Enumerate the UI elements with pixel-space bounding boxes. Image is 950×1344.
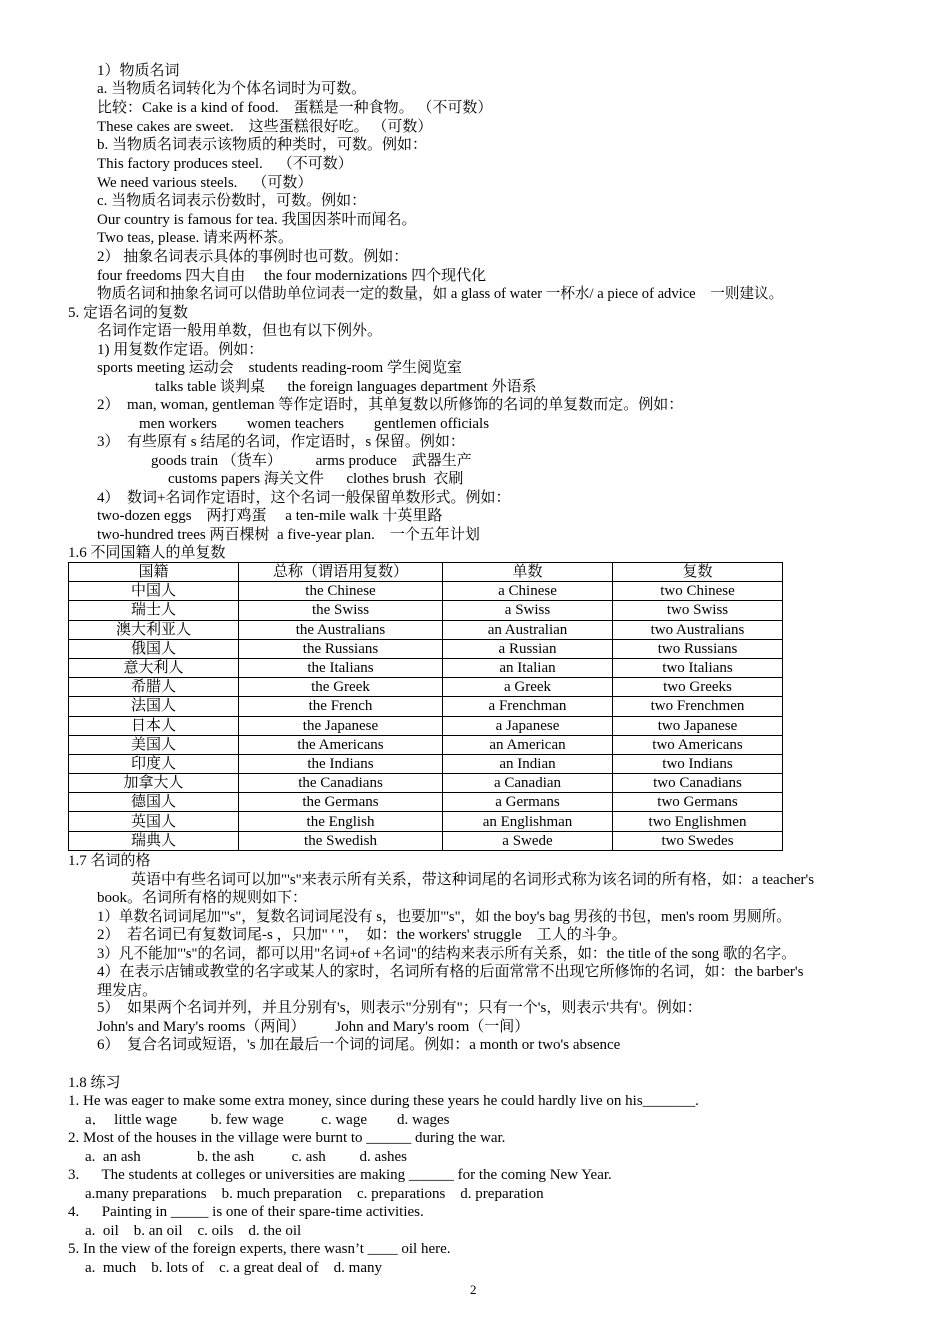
text-line: book。名词所有格的规则如下： <box>97 890 308 906</box>
table-cell: 印度人 <box>69 754 239 773</box>
text-line: b. 当物质名词表示该物质的种类时，可数。例如： <box>97 137 428 153</box>
text-line: men workers women teachers gentlemen officials <box>139 416 490 432</box>
table-row <box>69 639 783 658</box>
table-cell: 俄国人 <box>69 639 239 658</box>
table-cell: 英国人 <box>69 812 239 831</box>
column-header: 总称（谓语用复数） <box>239 563 443 582</box>
table-cell: 意大利人 <box>69 658 239 677</box>
table-cell: the Swiss <box>239 601 443 620</box>
table-cell: a Greek <box>443 678 613 697</box>
question-text: 4. Painting in _____ is one of their spare-time activities. <box>68 1204 424 1220</box>
table-cell: a Japanese <box>443 716 613 735</box>
table-row <box>69 716 783 735</box>
text-line: Two teas, please. 请来两杯茶。 <box>97 230 293 246</box>
table-cell: an Italian <box>443 658 613 677</box>
table-header-row <box>69 563 783 582</box>
text-line: 5） 如果两个名词并列，并且分别有's，则表示"分别有"；只有一个's，则表示'共有'。例如： <box>97 1000 702 1016</box>
table-cell: two Japanese <box>613 716 783 735</box>
table-cell: two Greeks <box>613 678 783 697</box>
table-cell: a Germans <box>443 793 613 812</box>
table-cell: two Swedes <box>613 831 783 850</box>
text-line: 理发店。 <box>97 983 158 999</box>
table-cell: 希腊人 <box>69 678 239 697</box>
answer-options: a. oil b. an oil c. oils d. the oil <box>85 1223 302 1239</box>
question-text: 2. Most of the houses in the village were burnt to ______ during the war. <box>68 1130 506 1146</box>
table-cell: 加拿大人 <box>69 774 239 793</box>
table-row <box>69 793 783 812</box>
text-line: 4）在表示店铺或教堂的名字或某人的家时，名词所有格的后面常常不出现它所修饰的名词，如：the barber's <box>97 964 804 980</box>
text-line: These cakes are sweet. 这些蛋糕很好吃。 （可数） <box>97 119 433 135</box>
table-cell: the Americans <box>239 735 443 754</box>
table-cell: two Australians <box>613 620 783 639</box>
table-cell: an Indian <box>443 754 613 773</box>
table-cell: two Englishmen <box>613 812 783 831</box>
table-cell: a Canadian <box>443 774 613 793</box>
table-cell: two Canadians <box>613 774 783 793</box>
table-row <box>69 582 783 601</box>
question-text: 3. The students at colleges or universities are making ______ for the coming New Year. <box>68 1167 612 1183</box>
table-cell: 瑞士人 <box>69 601 239 620</box>
table-cell: 美国人 <box>69 735 239 754</box>
text-line: 比较：Cake is a kind of food. 蛋糕是一种食物。 （不可数） <box>97 100 493 116</box>
table-row <box>69 678 783 697</box>
table-cell: the Japanese <box>239 716 443 735</box>
table-cell: an Englishman <box>443 812 613 831</box>
table-cell: 法国人 <box>69 697 239 716</box>
table-cell: the Italians <box>239 658 443 677</box>
table-cell: the Chinese <box>239 582 443 601</box>
text-line: 3） 有些原有 s 结尾的名词，作定语时，s 保留。例如： <box>97 434 465 450</box>
table-cell: a Chinese <box>443 582 613 601</box>
text-line: 1）单数名词词尾加"'s"，复数名词词尾没有 s，也要加"'s"，如 the boy's bag 男孩的书包，men's room 男厕所。 <box>97 909 791 925</box>
text-line: 6） 复合名词或短语，'s 加在最后一个词的词尾。例如：a month or two's absence <box>97 1037 621 1053</box>
table-cell: a Russian <box>443 639 613 658</box>
page-number: 2 <box>470 1282 477 1297</box>
table-cell: 德国人 <box>69 793 239 812</box>
text-line: two-dozen eggs 两打鸡蛋 a ten-mile walk 十英里路 <box>97 508 443 524</box>
text-line: 2） 若名词已有复数词尾-s ，只加" ' "， 如：the workers' struggle 工人的斗争。 <box>97 927 627 943</box>
table-row <box>69 620 783 639</box>
text-line: This factory produces steel. （不可数） <box>97 156 353 172</box>
text-line: Our country is famous for tea. 我国因茶叶而闻名。 <box>97 212 417 228</box>
text-line: 英语中有些名词可以加"'s"来表示所有关系，带这种词尾的名词形式称为该名词的所有格，如：a teacher's <box>131 872 815 888</box>
text-line: 1）物质名词 <box>97 63 180 79</box>
nationality-table <box>68 562 783 851</box>
table-cell: the English <box>239 812 443 831</box>
text-line: John's and Mary's rooms（两间） John and Mary's room（一间） <box>97 1019 530 1035</box>
table-cell: a Swiss <box>443 601 613 620</box>
table-row <box>69 658 783 677</box>
text-line: 4） 数词+名词作定语时，这个名词一般保留单数形式。例如： <box>97 490 511 506</box>
section-heading: 1.8 练习 <box>68 1075 121 1091</box>
column-header: 复数 <box>613 563 783 582</box>
table-cell: the Canadians <box>239 774 443 793</box>
table-cell: an Australian <box>443 620 613 639</box>
text-line: 3）凡不能加"'s"的名词，都可以用"名词+of +名词"的结构来表示所有关系，如：the title of the song 歌的名字。 <box>97 946 796 962</box>
table-cell: two Russians <box>613 639 783 658</box>
table-cell: 瑞典人 <box>69 831 239 850</box>
table-cell: 澳大利亚人 <box>69 620 239 639</box>
table-cell: the Indians <box>239 754 443 773</box>
column-header: 单数 <box>443 563 613 582</box>
table-cell: the Germans <box>239 793 443 812</box>
table-cell: the Greek <box>239 678 443 697</box>
text-line: c. 当物质名词表示份数时，可数。例如： <box>97 193 367 209</box>
text-line: two-hundred trees 两百棵树 a five-year plan. 一个五年计划 <box>97 527 480 543</box>
table-cell: two Swiss <box>613 601 783 620</box>
text-line: 名词作定语一般用单数，但也有以下例外。 <box>97 323 383 339</box>
text-line: talks table 谈判桌 the foreign languages department 外语系 <box>155 379 537 395</box>
table-row <box>69 697 783 716</box>
column-header: 国籍 <box>69 563 239 582</box>
text-line: customs papers 海关文件 clothes brush 衣刷 <box>168 471 464 487</box>
table-cell: two Frenchmen <box>613 697 783 716</box>
text-line: a. 当物质名词转化为个体名词时为可数。 <box>97 81 367 97</box>
text-line: goods train （货车） arms produce 武器生产 <box>151 453 472 469</box>
text-line: 2） man, woman, gentleman 等作定语时，其单复数以所修饰的名词的单复数而定。例如： <box>97 397 684 413</box>
answer-options: a. an ash b. the ash c. ash d. ashes <box>85 1149 408 1165</box>
table-cell: a Swede <box>443 831 613 850</box>
table-cell: the Russians <box>239 639 443 658</box>
table-cell: the French <box>239 697 443 716</box>
text-line: sports meeting 运动会 students reading-room 学生阅览室 <box>97 360 462 376</box>
table-row <box>69 754 783 773</box>
table-cell: two Germans <box>613 793 783 812</box>
answer-options: a． little wage b. few wage c. wage d. wages <box>85 1112 450 1128</box>
section-heading: 1.6 不同国籍人的单复数 <box>68 545 226 561</box>
text-line: four freedoms 四大自由 the four modernizations 四个现代化 <box>97 268 487 284</box>
answer-options: a.many preparations b. much preparation c. preparations d. preparation <box>85 1186 544 1202</box>
table-cell: two Indians <box>613 754 783 773</box>
table-cell: the Swedish <box>239 831 443 850</box>
table-cell: 中国人 <box>69 582 239 601</box>
text-line: 1) 用复数作定语。例如： <box>97 342 264 358</box>
question-text: 1. He was eager to make some extra money, since during these years he could hardly live on his_______. <box>68 1093 699 1109</box>
table-row <box>69 601 783 620</box>
text-line: We need various steels. （可数） <box>97 175 313 191</box>
table-cell: the Australians <box>239 620 443 639</box>
table-row <box>69 812 783 831</box>
text-line: 物质名词和抽象名词可以借助单位词表一定的数量，如 a glass of water 一杯水/ a piece of advice 一则建议。 <box>97 286 784 302</box>
text-line: 2） 抽象名词表示具体的事例时也可数。例如： <box>97 249 409 265</box>
question-text: 5. In the view of the foreign experts, there wasn’t ____ oil here. <box>68 1241 451 1257</box>
table-row <box>69 774 783 793</box>
section-heading: 5. 定语名词的复数 <box>68 305 189 321</box>
table-cell: a Frenchman <box>443 697 613 716</box>
table-cell: two Italians <box>613 658 783 677</box>
table-row <box>69 831 783 850</box>
table-cell: two Americans <box>613 735 783 754</box>
table-cell: 日本人 <box>69 716 239 735</box>
answer-options: a. much b. lots of c. a great deal of d. many <box>85 1260 382 1276</box>
table-cell: an American <box>443 735 613 754</box>
table-cell: two Chinese <box>613 582 783 601</box>
table-row <box>69 735 783 754</box>
section-heading: 1.7 名词的格 <box>68 853 151 869</box>
